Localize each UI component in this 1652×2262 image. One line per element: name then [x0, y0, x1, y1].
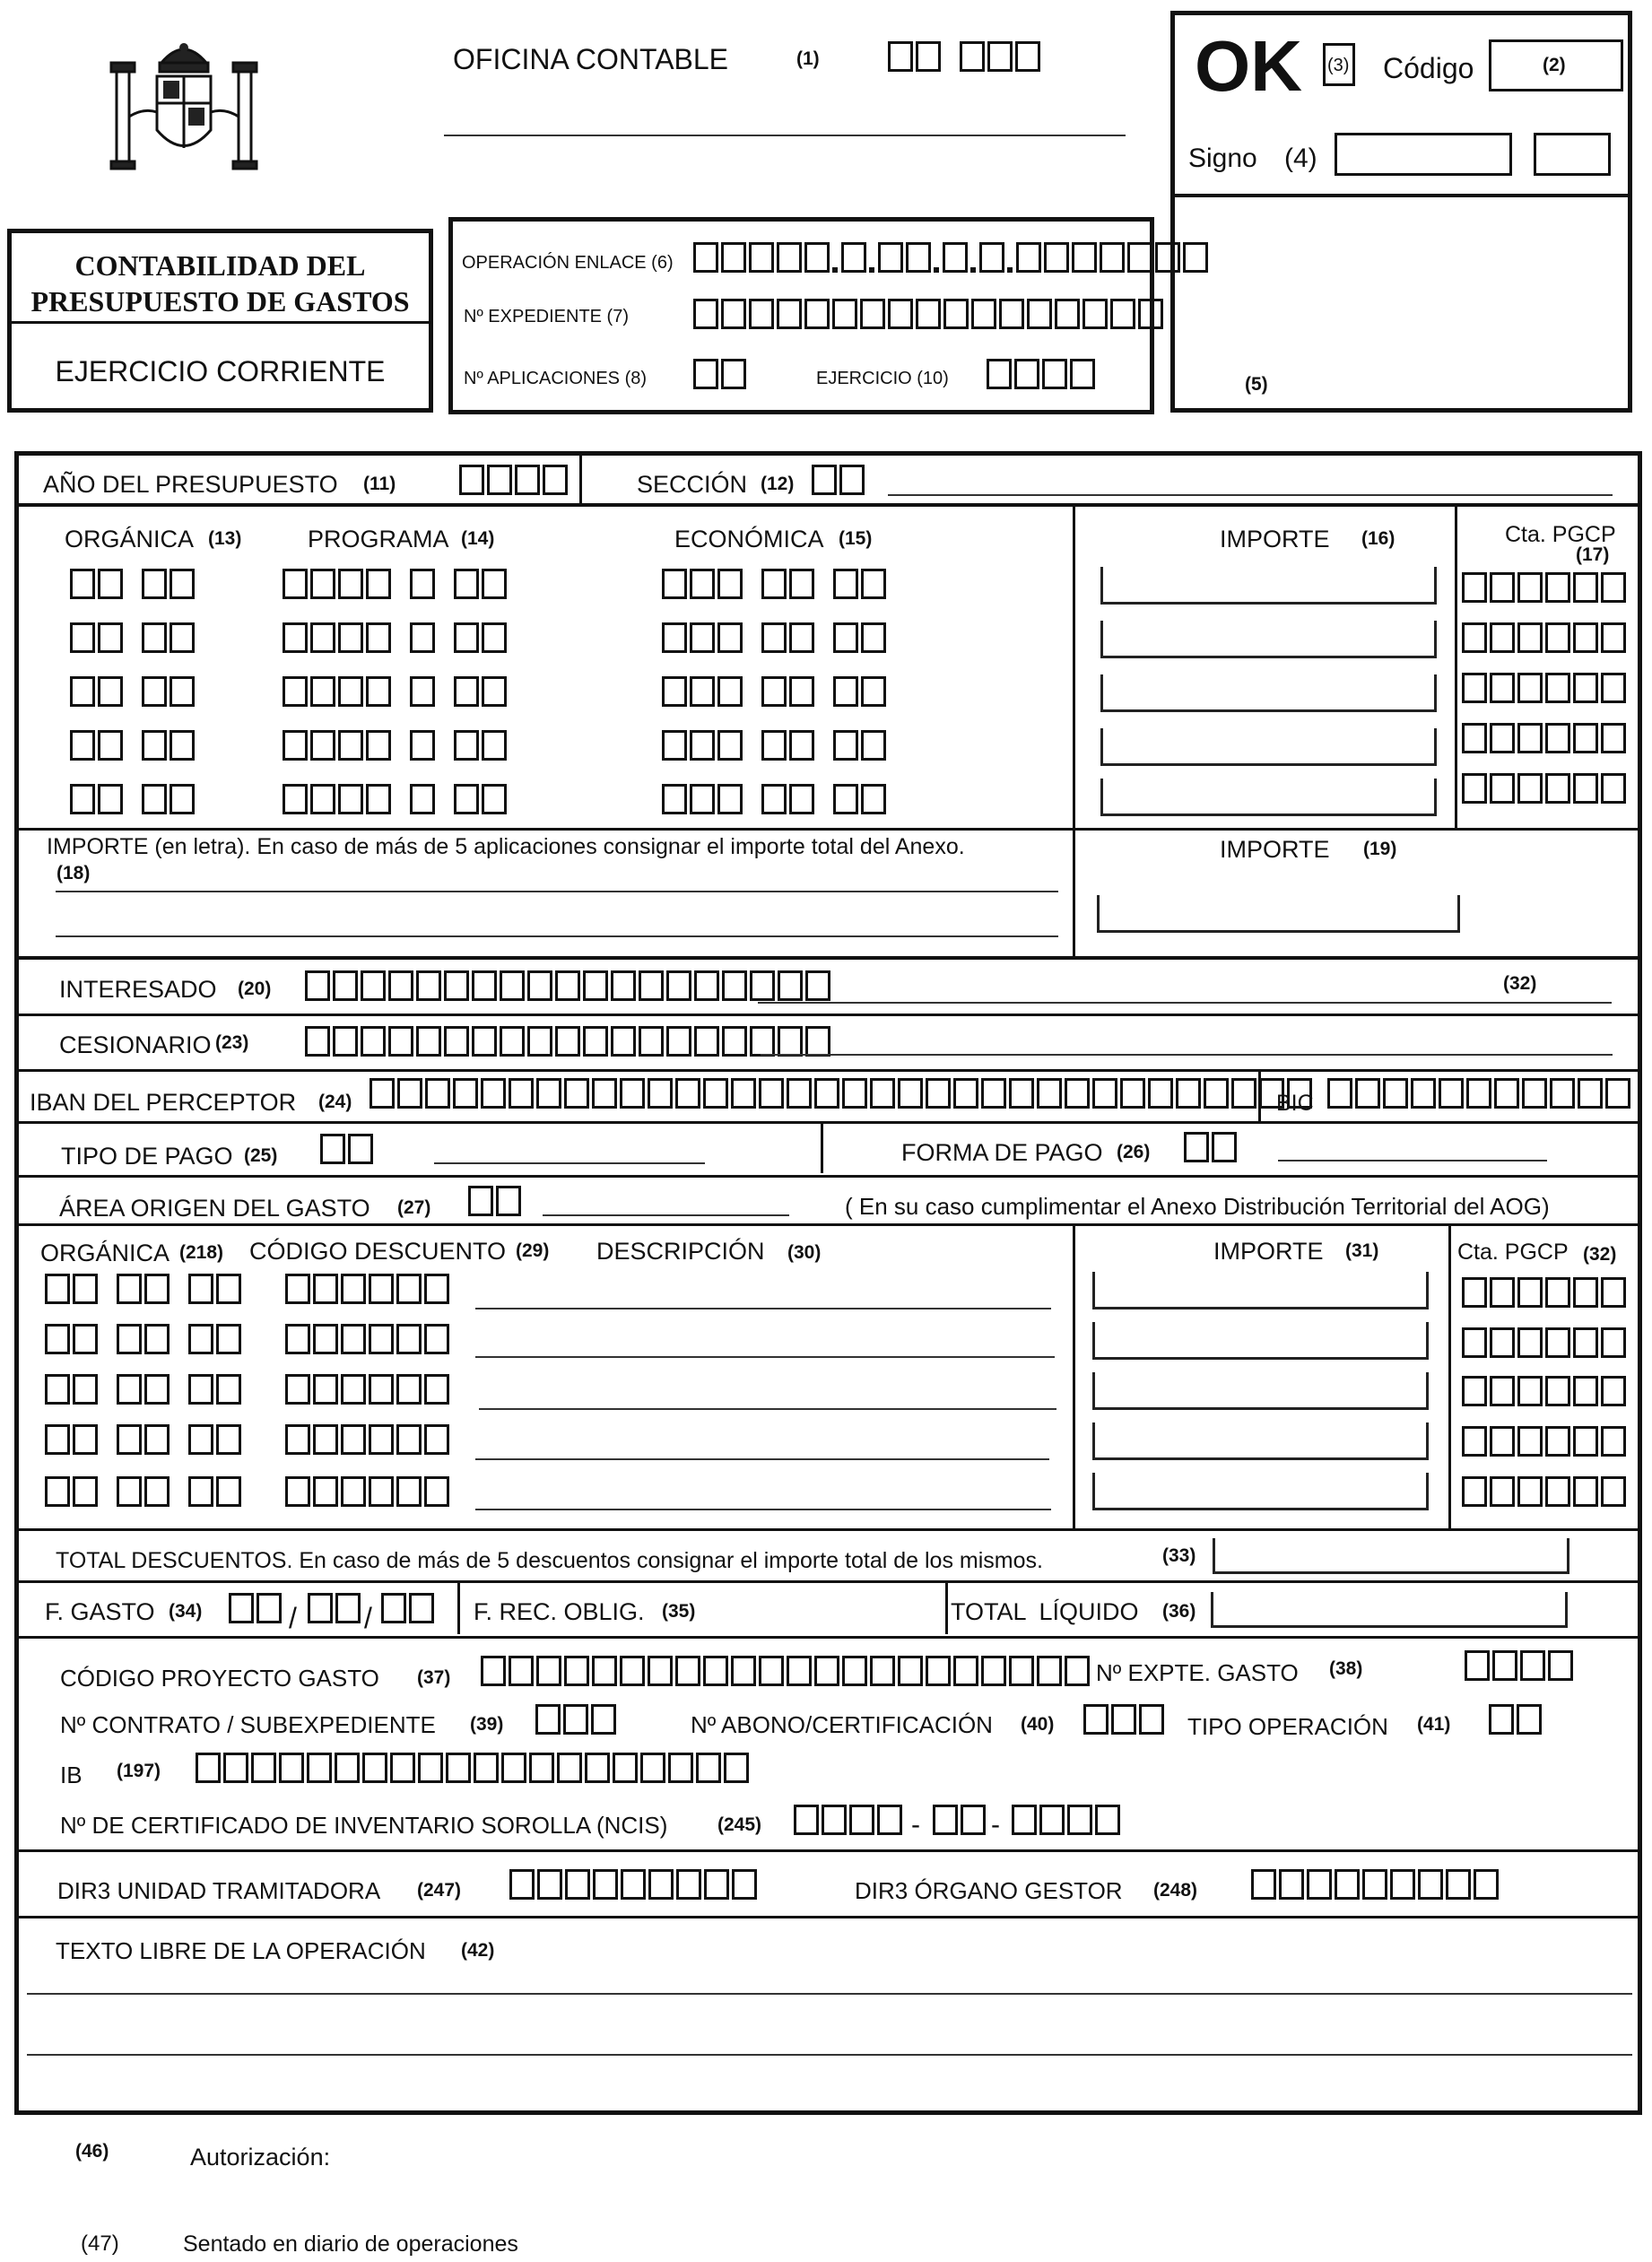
- abono-label: Nº ABONO/CERTIFICACIÓN: [691, 1711, 993, 1738]
- cesionario-line[interactable]: [761, 1054, 1613, 1056]
- app-row-5-economica[interactable]: [662, 784, 889, 814]
- row-divider: [16, 1528, 1641, 1531]
- app-row-4-programa[interactable]: [283, 730, 509, 761]
- expediente-boxes[interactable]: [693, 299, 1166, 329]
- row-divider: [16, 1849, 1641, 1852]
- field-number: (40): [1021, 1714, 1055, 1735]
- app-row-1-programa[interactable]: [283, 569, 509, 599]
- field-number: (13): [208, 528, 242, 549]
- operacion-enlace-boxes[interactable]: [693, 242, 1211, 273]
- field-number: (197): [117, 1761, 161, 1781]
- field-number: (30): [787, 1242, 822, 1263]
- field-number: (18): [57, 863, 91, 883]
- texto-line[interactable]: [27, 1993, 1632, 1995]
- oficina-boxes[interactable]: [888, 41, 1043, 72]
- cesionario-label: CESIONARIO: [59, 1031, 212, 1058]
- aplicaciones-boxes[interactable]: [693, 359, 749, 389]
- field-number: (3): [1327, 56, 1350, 75]
- descripcion-line[interactable]: [475, 1356, 1055, 1358]
- area-note: ( En su caso cumplimentar el Anexo Distribución Territorial del AOG): [845, 1193, 1550, 1220]
- field-number: (25): [244, 1145, 278, 1166]
- dir3-unidad-boxes[interactable]: [509, 1869, 760, 1900]
- interesado-boxes[interactable]: [305, 970, 833, 1001]
- cta-boxes[interactable]: [1462, 673, 1629, 703]
- field-number: (248): [1153, 1880, 1198, 1901]
- total-liquido-field[interactable]: [1211, 1592, 1568, 1628]
- importe-field[interactable]: [1092, 1272, 1429, 1309]
- descripcion-line[interactable]: [475, 1458, 1049, 1460]
- importe19-label: IMPORTE: [1220, 836, 1330, 863]
- field-number: (17): [1576, 544, 1610, 565]
- coat-of-arms-icon: [108, 27, 260, 175]
- cesionario-boxes[interactable]: [305, 1026, 833, 1057]
- iban-label: IBAN DEL PERCEPTOR: [30, 1089, 297, 1116]
- f-gasto-label: F. GASTO: [45, 1598, 155, 1625]
- field-number: (37): [417, 1667, 451, 1688]
- field-number: (33): [1162, 1545, 1196, 1566]
- dir3-organo-boxes[interactable]: [1251, 1869, 1501, 1900]
- codigo-label: Código: [1383, 52, 1474, 84]
- divider: [945, 1582, 948, 1634]
- field-number: (24): [318, 1092, 352, 1112]
- field-number: (41): [1417, 1714, 1451, 1735]
- field-number: (218): [179, 1242, 224, 1263]
- cta-boxes[interactable]: [1462, 1476, 1629, 1507]
- cta-boxes[interactable]: [1462, 622, 1629, 653]
- app-row-2-economica[interactable]: [662, 622, 889, 653]
- signo-input-2[interactable]: [1534, 133, 1611, 176]
- field-number: (15): [839, 528, 873, 549]
- row-divider: [16, 1014, 1641, 1016]
- area-boxes[interactable]: [468, 1186, 524, 1216]
- importe-letra-label: IMPORTE (en letra). En caso de más de 5 aplicaciones consignar el importe total del Anexo.: [47, 834, 965, 859]
- desc-row-4-codigo[interactable]: [285, 1424, 452, 1455]
- ejercicio-boxes[interactable]: [987, 359, 1098, 389]
- date-separator: /: [289, 1602, 297, 1634]
- field-number: (19): [1363, 839, 1397, 859]
- signo-input[interactable]: [1335, 133, 1512, 176]
- divider: [1448, 1225, 1451, 1530]
- app-row-4-economica[interactable]: [662, 730, 889, 761]
- cta-boxes[interactable]: [1462, 773, 1629, 804]
- field-number: (38): [1329, 1658, 1363, 1679]
- field-number: (26): [1117, 1142, 1151, 1162]
- importe-field[interactable]: [1092, 1322, 1429, 1360]
- desc-row-3-codigo[interactable]: [285, 1374, 452, 1405]
- importe-field[interactable]: [1100, 728, 1437, 766]
- forma-pago-boxes[interactable]: [1184, 1132, 1239, 1162]
- title-line2: PRESUPUESTO DE GASTOS: [30, 285, 410, 318]
- divider: [1073, 505, 1075, 958]
- ncis-boxes-3[interactable]: [1012, 1805, 1123, 1835]
- importe16-label: IMPORTE: [1220, 526, 1330, 552]
- field-number: (31): [1345, 1240, 1379, 1261]
- app-row-2[interactable]: [70, 622, 197, 653]
- contrato-boxes[interactable]: [535, 1704, 619, 1735]
- ncis-dash: -: [991, 1810, 1000, 1840]
- forma-pago-label: FORMA DE PAGO: [901, 1139, 1103, 1166]
- field-number: (42): [461, 1940, 495, 1961]
- descripcion-line[interactable]: [479, 1408, 1056, 1410]
- importe-field[interactable]: [1092, 1422, 1429, 1460]
- app-row-1-economica[interactable]: [662, 569, 889, 599]
- cta-boxes[interactable]: [1462, 1277, 1629, 1308]
- tipo-pago-boxes[interactable]: [320, 1134, 376, 1164]
- field-number: (32): [1583, 1244, 1617, 1265]
- row-divider: [16, 1175, 1641, 1178]
- app-row-5[interactable]: [70, 784, 197, 814]
- row-divider: [16, 1636, 1641, 1639]
- field-number: (36): [1162, 1601, 1196, 1622]
- row-divider: [16, 1580, 1641, 1583]
- app-row-4[interactable]: [70, 730, 197, 761]
- codigo-proyecto-label: CÓDIGO PROYECTO GASTO: [60, 1665, 379, 1692]
- field-number: (39): [470, 1714, 504, 1735]
- total-descuentos-label: TOTAL DESCUENTOS. En caso de más de 5 descuentos consignar el importe total de los mismos.: [56, 1548, 1043, 1573]
- expte-gasto-boxes[interactable]: [1465, 1650, 1576, 1681]
- ok-label: OK: [1195, 26, 1302, 106]
- field-number: (11): [363, 474, 396, 494]
- field-number: (14): [461, 528, 495, 549]
- signo-label: Signo: [1188, 144, 1257, 173]
- letra-line-2[interactable]: [56, 935, 1058, 937]
- dir3-unidad-label: DIR3 UNIDAD TRAMITADORA: [57, 1877, 381, 1904]
- ncis-boxes-2[interactable]: [933, 1805, 988, 1835]
- field-number: (46): [75, 2141, 109, 2162]
- cta-boxes[interactable]: [1462, 1327, 1629, 1358]
- interesado-label: INTERESADO: [59, 976, 217, 1003]
- f-gasto-year[interactable]: [381, 1593, 437, 1623]
- row-divider: [16, 956, 1641, 960]
- importe19-field[interactable]: [1097, 895, 1460, 933]
- importe-field[interactable]: [1092, 1473, 1429, 1510]
- field-number: (4): [1284, 144, 1317, 173]
- title-divider: [7, 321, 433, 324]
- seccion-boxes[interactable]: [812, 465, 867, 495]
- field-number: (20): [238, 979, 272, 999]
- tipo-operacion-boxes[interactable]: [1489, 1704, 1544, 1735]
- divider: [1258, 1071, 1261, 1121]
- field-number: (32): [1503, 973, 1537, 994]
- divider: [1455, 505, 1457, 830]
- interesado-line[interactable]: [758, 1002, 1612, 1004]
- cta32-label: Cta. PGCP: [1457, 1240, 1569, 1265]
- field-number: (16): [1361, 528, 1396, 549]
- codigo-proyecto-boxes[interactable]: [481, 1656, 1092, 1686]
- field-number: (12): [761, 474, 795, 494]
- dir3-organo-label: DIR3 ÓRGANO GESTOR: [855, 1877, 1123, 1904]
- row-divider: [16, 1121, 1641, 1124]
- field-number: (34): [169, 1601, 203, 1622]
- seccion-label: SECCIÓN: [637, 471, 748, 498]
- descripcion-label: DESCRIPCIÓN: [596, 1238, 765, 1265]
- divider: [579, 456, 582, 505]
- desc-row-5[interactable]: [45, 1476, 244, 1507]
- letra-line[interactable]: [56, 891, 1058, 892]
- desc-row-3[interactable]: [45, 1374, 244, 1405]
- row-divider: [16, 1069, 1641, 1072]
- desc-row-1-codigo[interactable]: [285, 1274, 452, 1304]
- economica-label: ECONÓMICA: [674, 526, 824, 552]
- anio-label: AÑO DEL PRESUPUESTO: [43, 471, 338, 498]
- cta17-label: Cta. PGCP: [1505, 522, 1616, 547]
- importe-field[interactable]: [1100, 621, 1437, 658]
- cta-boxes[interactable]: [1462, 723, 1629, 753]
- organica-label: ORGÁNICA: [65, 526, 195, 552]
- row-divider: [16, 1223, 1641, 1226]
- app-row-3-programa[interactable]: [283, 676, 509, 707]
- field-number: (247): [417, 1880, 462, 1901]
- f-rec-oblig-label: F. REC. OBLIG.: [474, 1598, 645, 1625]
- total-descuentos-field[interactable]: [1213, 1538, 1569, 1574]
- cta-boxes[interactable]: [1462, 1426, 1629, 1457]
- app-row-5-programa[interactable]: [283, 784, 509, 814]
- desc-row-2[interactable]: [45, 1324, 244, 1354]
- programa-label: PROGRAMA: [308, 526, 449, 552]
- ncis-label: Nº DE CERTIFICADO DE INVENTARIO SOROLLA (NCIS): [60, 1812, 668, 1839]
- row-divider: [16, 828, 1641, 831]
- aplicaciones-label: Nº APLICACIONES (8): [464, 369, 648, 388]
- seccion-line: [888, 494, 1613, 496]
- row-divider: [16, 1916, 1641, 1918]
- oficina-line: [444, 135, 1126, 136]
- field-number: (23): [215, 1032, 249, 1053]
- importe-field[interactable]: [1100, 779, 1437, 816]
- ejercicio10-label: EJERCICIO (10): [816, 369, 949, 388]
- anio-boxes[interactable]: [459, 465, 570, 495]
- divider: [821, 1123, 823, 1173]
- date-separator: /: [364, 1602, 372, 1634]
- texto-line[interactable]: [27, 2054, 1632, 2056]
- operacion-enlace-label: OPERACIÓN ENLACE (6): [462, 253, 674, 273]
- field-number: (29): [516, 1240, 550, 1261]
- divider: [1073, 1225, 1075, 1530]
- title-line1: CONTABILIDAD DEL: [74, 249, 366, 282]
- field-number: (35): [662, 1601, 696, 1622]
- ejercicio-label: EJERCICIO CORRIENTE: [55, 355, 386, 387]
- desc-row-1[interactable]: [45, 1274, 244, 1304]
- cta-boxes[interactable]: [1462, 1376, 1629, 1406]
- field-number: (47): [81, 2232, 119, 2256]
- ib-boxes[interactable]: [196, 1753, 752, 1783]
- oficina-label: OFICINA CONTABLE: [453, 43, 729, 75]
- ib-label: IB: [60, 1762, 83, 1788]
- importe-field[interactable]: [1092, 1372, 1429, 1410]
- ok-divider: [1170, 194, 1632, 197]
- importe-field[interactable]: [1100, 674, 1437, 712]
- desc-row-5-codigo[interactable]: [285, 1476, 452, 1507]
- codigo-descuento-label: CÓDIGO DESCUENTO: [249, 1238, 507, 1265]
- importe-field[interactable]: [1100, 567, 1437, 605]
- desc-organica-label: ORGÁNICA: [40, 1240, 170, 1266]
- divider: [457, 1582, 460, 1634]
- tipo-pago-label: TIPO DE PAGO: [61, 1143, 233, 1170]
- ncis-dash: -: [911, 1810, 920, 1840]
- expte-gasto-label: Nº EXPTE. GASTO: [1096, 1659, 1299, 1686]
- expediente-label: Nº EXPEDIENTE (7): [464, 307, 630, 326]
- field-number: (27): [397, 1197, 431, 1218]
- f-gasto-month[interactable]: [308, 1593, 363, 1623]
- descripcion-line[interactable]: [475, 1308, 1051, 1309]
- field-number: (5): [1245, 374, 1268, 395]
- desc-row-4[interactable]: [45, 1424, 244, 1455]
- forma-pago-line[interactable]: [1278, 1160, 1547, 1161]
- importe31-label: IMPORTE: [1213, 1238, 1324, 1265]
- app-row-3[interactable]: [70, 676, 197, 707]
- f-gasto-day[interactable]: [229, 1593, 284, 1623]
- area-label: ÁREA ORIGEN DEL GASTO: [59, 1195, 370, 1222]
- app-row-2-programa[interactable]: [283, 622, 509, 653]
- tipo-operacion-label: TIPO OPERACIÓN: [1187, 1713, 1388, 1740]
- total-liquido-label: TOTAL LÍQUIDO: [951, 1598, 1139, 1625]
- descripcion-line[interactable]: [475, 1509, 1051, 1510]
- desc-row-2-codigo[interactable]: [285, 1324, 452, 1354]
- abono-boxes[interactable]: [1083, 1704, 1167, 1735]
- area-line[interactable]: [543, 1214, 789, 1216]
- sentado-label: Sentado en diario de operaciones: [183, 2232, 518, 2257]
- bic-boxes[interactable]: [1327, 1078, 1633, 1109]
- field-number: (2): [1543, 55, 1566, 75]
- app-row-1[interactable]: [70, 569, 197, 599]
- field-number: (1): [796, 48, 820, 69]
- iban-boxes[interactable]: [370, 1078, 1315, 1109]
- texto-libre-label: TEXTO LIBRE DE LA OPERACIÓN: [56, 1937, 426, 1964]
- row-divider: [16, 503, 1641, 507]
- bic-label: BIC: [1276, 1091, 1314, 1116]
- field-number: (245): [717, 1814, 762, 1835]
- tipo-pago-line[interactable]: [434, 1162, 705, 1164]
- contrato-label: Nº CONTRATO / SUBEXPEDIENTE: [60, 1711, 436, 1738]
- ncis-boxes-1[interactable]: [794, 1805, 905, 1835]
- cta-boxes[interactable]: [1462, 572, 1629, 603]
- autorizacion-label: Autorización:: [190, 2144, 331, 2171]
- app-row-3-economica[interactable]: [662, 676, 889, 707]
